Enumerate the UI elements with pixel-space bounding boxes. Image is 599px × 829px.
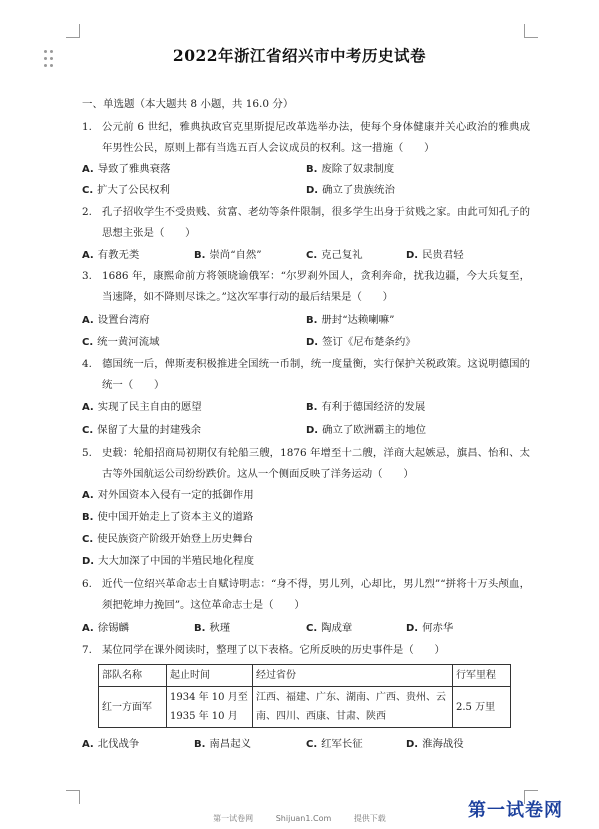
table-header-cell: 经过省份: [253, 665, 453, 687]
question-5: [82, 443, 530, 485]
options-row: [82, 529, 530, 550]
question-4: [82, 354, 530, 396]
footer-site-name: 第一试卷网: [213, 814, 254, 823]
option-b[interactable]: B. 册封“达赖喇嘛”: [306, 314, 395, 326]
page-title: 2022年浙江省绍兴市中考历史试卷: [172, 46, 427, 65]
table-row: [99, 687, 511, 728]
option-d[interactable]: D. 民贵君轻: [406, 249, 464, 261]
option-c[interactable]: C. 扩大了公民权利: [82, 184, 170, 196]
option-b[interactable]: B. 崇尚“自然”: [194, 249, 262, 261]
question-stem: 孔子招收学生不受贵贱、贫富、老幼等条件限制，很多学生出身于贫贱之家。由此可知孔子的思想主张是（ ）: [102, 206, 530, 239]
table-cell: 红一方面军: [99, 687, 167, 728]
footer-download-text: 提供下载: [353, 814, 386, 823]
crop-mark-top-right: [524, 24, 538, 38]
section-heading: 一、单选题（本大题共 8 小题，共 16.0 分）: [82, 98, 294, 110]
option-b[interactable]: B. 使中国开始走上了资本主义的道路: [82, 511, 254, 523]
option-d[interactable]: D. 大大加深了中国的半殖民地化程度: [82, 555, 254, 567]
option-a[interactable]: A. 徐锡麟: [82, 622, 129, 634]
options-row: [82, 397, 530, 418]
option-a[interactable]: A. 设置台湾府: [82, 314, 150, 326]
question-stem: 1686 年，康熙命前方将领晓谕俄军：“尔罗刹外国人，贪利奔命，扰我边疆，今大兵复至，当速降，如不降则尽诛之。”这次军事行动的最后结果是（ ）: [102, 270, 530, 303]
options-row: [82, 310, 530, 331]
question-3: [82, 266, 530, 308]
question-number: 3.: [82, 270, 92, 282]
footer-site-url[interactable]: Shijuan1.Com: [275, 814, 332, 823]
option-d[interactable]: D. 淮海战役: [406, 738, 464, 750]
option-d[interactable]: D. 何赤华: [406, 622, 454, 634]
table-cell: 1934 年 10 月至 1935 年 10 月: [167, 687, 253, 728]
crop-mark-top-left: [66, 24, 80, 38]
question-number: 5.: [82, 447, 92, 459]
options-row: [82, 180, 530, 201]
options-row: [82, 734, 530, 755]
options-row: [82, 420, 530, 441]
brand-logo: 第一试卷网: [468, 800, 563, 821]
question-number: 6.: [82, 578, 92, 590]
options-row: [82, 485, 530, 506]
options-row: [82, 159, 530, 180]
option-a[interactable]: A. 导致了雅典衰落: [82, 163, 171, 175]
option-a[interactable]: A. 有教无类: [82, 249, 140, 261]
option-d[interactable]: D. 签订《尼布楚条约》: [306, 336, 416, 348]
data-table: [98, 664, 511, 728]
option-d[interactable]: D. 确立了欧洲霸主的地位: [306, 424, 427, 436]
question-2: [82, 202, 530, 244]
table-cell: 江西、福建、广东、湖南、广西、贵州、云南、四川、西康、甘肃、陕西: [253, 687, 453, 728]
question-stem: 德国统一后，俾斯麦积极推进全国统一币制，统一度量衡，实行保护关税政策。这说明德国的统一（ ）: [102, 358, 530, 391]
question-number: 4.: [82, 358, 92, 370]
option-b[interactable]: B. 有利于德国经济的发展: [306, 401, 426, 413]
options-row: [82, 332, 530, 353]
question-number: 1.: [82, 121, 92, 133]
question-stem: 某位同学在课外阅读时，整理了以下表格。它所反映的历史事件是（ ）: [102, 644, 445, 656]
question-6: [82, 574, 530, 616]
table-cell: 2.5 万里: [453, 687, 511, 728]
question-stem: 近代一位绍兴革命志士自赋诗明志：“身不得，男儿列，心却比，男儿烈”“拼将十万头颅血，须把乾坤力挽回”。这位革命志士是（ ）: [102, 578, 530, 611]
crop-mark-bottom-left: [66, 790, 80, 804]
option-c[interactable]: C. 使民族资产阶级开始登上历史舞台: [82, 533, 253, 545]
question-number: 2.: [82, 206, 92, 218]
options-row: [82, 245, 530, 266]
option-c[interactable]: C. 克己复礼: [306, 249, 363, 261]
question-7: [82, 640, 530, 661]
question-number: 7.: [82, 644, 92, 656]
page-footer: [0, 813, 599, 824]
option-c[interactable]: C. 陶成章: [306, 622, 353, 634]
option-c[interactable]: C. 红军长征: [306, 738, 363, 750]
option-b[interactable]: B. 南昌起义: [194, 738, 251, 750]
question-stem: 公元前 6 世纪，雅典执政官克里斯提尼改革选举办法，使每个身体健康并关心政治的雅典成年男性公民，原则上都有当选五百人会议成员的权利。这一措施（ ）: [102, 121, 530, 154]
table-header-cell: 起止时间: [167, 665, 253, 687]
option-a[interactable]: A. 北伐战争: [82, 738, 140, 750]
options-row: [82, 551, 530, 572]
option-a[interactable]: A. 对外国资本入侵有一定的抵御作用: [82, 489, 254, 501]
option-c[interactable]: C. 统一黄河流域: [82, 336, 160, 348]
table-header-cell: 部队名称: [99, 665, 167, 687]
question-stem: 史载：轮船招商局初期仅有轮船三艘，1876 年增至十二艘，洋商大起嫉忌，旗昌、怡和、太古等外国航运公司纷纷跌价。这从一个侧面反映了洋务运动（ ）: [102, 447, 530, 480]
option-d[interactable]: D. 确立了贵族统治: [306, 184, 395, 196]
question-1: [82, 117, 530, 159]
options-row: [82, 507, 530, 528]
option-c[interactable]: C. 保留了大量的封建残余: [82, 424, 202, 436]
option-b[interactable]: B. 秋瑾: [194, 622, 231, 634]
table-header-row: [99, 665, 511, 687]
options-row: [82, 618, 530, 639]
option-a[interactable]: A. 实现了民主自由的愿望: [82, 401, 202, 413]
option-b[interactable]: B. 废除了奴隶制度: [306, 163, 395, 175]
table-header-cell: 行军里程: [453, 665, 511, 687]
